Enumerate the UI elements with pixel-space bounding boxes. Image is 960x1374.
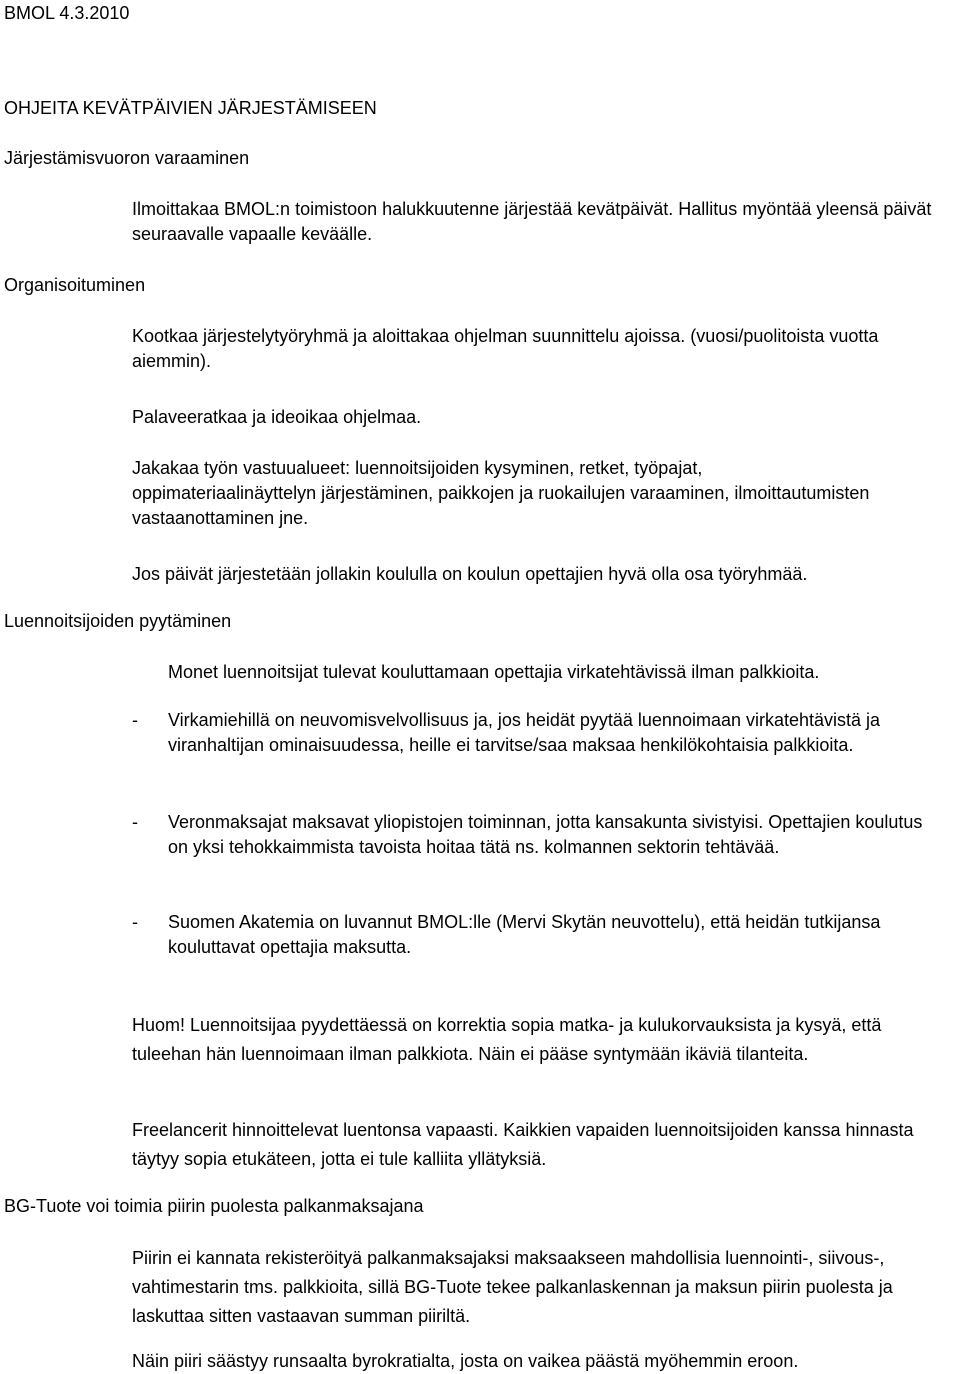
lecturers-note: Huom! Luennoitsijaa pyydettäessä on korrektia sopia matka- ja kulukorvauksista ja kysyä, että tuleehan hän luennoimaan ilman palkkiota. Näin ei pääse syntymään ikäviä tilanteita. bbox=[132, 1015, 882, 1064]
reservation-text: Ilmoittakaa BMOL:n toimistoon halukkuutenne järjestää kevätpäivät. Hallitus myöntää yleensä päivät seuraavalle vapaalle keväälle. bbox=[132, 199, 932, 244]
bgtuote-paragraph-2: Näin piiri säästyy runsaalta byrokratialta, josta on vaikea päästä myöhemmin eroon. bbox=[132, 1351, 799, 1371]
bullet-item-text: Veronmaksajat maksavat yliopistojen toiminnan, jotta kansakunta sivistyisi. Opettajien koulutus on yksi tehokkaimmista tavoista hoitaa tätä ns. kolmannen sektorin tehtävää. bbox=[168, 812, 923, 857]
lecturers-freelance: Freelancerit hinnoittelevat luentonsa vapaasti. Kaikkien vapaiden luennoitsijoiden kanssa hinnasta täytyy sopia etukäteen, jotta ei tule kalliita yllätyksiä. bbox=[132, 1120, 914, 1169]
organizing-paragraph-2: Palaveeratkaa ja ideoikaa ohjelmaa. bbox=[132, 407, 422, 427]
document-title: OHJEITA KEVÄTPÄIVIEN JÄRJESTÄMISEEN bbox=[4, 98, 377, 118]
section-heading-lecturers: Luennoitsijoiden pyytäminen bbox=[4, 611, 232, 631]
document-date: BMOL 4.3.2010 bbox=[4, 3, 130, 23]
bullet-dash: - bbox=[132, 812, 138, 832]
lecturers-intro: Monet luennoitsijat tulevat kouluttamaan opettajia virkatehtävissä ilman palkkioita. bbox=[168, 662, 820, 682]
section-heading-bgtuote: BG-Tuote voi toimia piirin puolesta palkanmaksajana bbox=[4, 1196, 424, 1216]
bullet-dash: - bbox=[132, 912, 138, 932]
bullet-dash: - bbox=[132, 710, 138, 730]
organizing-paragraph-4: Jos päivät järjestetään jollakin koululla on koulun opettajien hyvä olla osa työryhmää. bbox=[132, 564, 808, 584]
section-heading-reservation: Järjestämisvuoron varaaminen bbox=[4, 148, 250, 168]
organizing-paragraph-3: Jakakaa työn vastuualueet: luennoitsijoiden kysyminen, retket, työpajat, oppimateriaalinäyttelyn järjestäminen, paikkojen ja ruokailujen varaaminen, ilmoittautumisten vastaanottaminen jne. bbox=[132, 458, 870, 528]
bullet-item-text: Virkamiehillä on neuvomisvelvollisuus ja, jos heidät pyytää luennoimaan virkatehtävistä ja viranhaltijan ominaisuudessa, heille ei tarvitse/saa maksaa henkilökohtaisia palkkioita. bbox=[168, 710, 881, 755]
section-heading-organizing: Organisoituminen bbox=[4, 275, 146, 295]
bgtuote-paragraph-1: Piirin ei kannata rekisteröityä palkanmaksajaksi maksaakseen mahdollisia luennointi-, siivous-, vahtimestarin tms. palkkioita, sillä BG-Tuote tekee palkanlaskennan ja maksun piirin puolesta ja laskuttaa sitten vastaavan summan piiriltä. bbox=[132, 1248, 893, 1326]
organizing-paragraph-1: Kootkaa järjestelytyöryhmä ja aloittakaa ohjelman suunnittelu ajoissa. (vuosi/puolitoista vuotta aiemmin). bbox=[132, 326, 879, 371]
bullet-item-text: Suomen Akatemia on luvannut BMOL:lle (Mervi Skytän neuvottelu), että heidän tutkijansa kouluttavat opettajia maksutta. bbox=[168, 912, 881, 957]
